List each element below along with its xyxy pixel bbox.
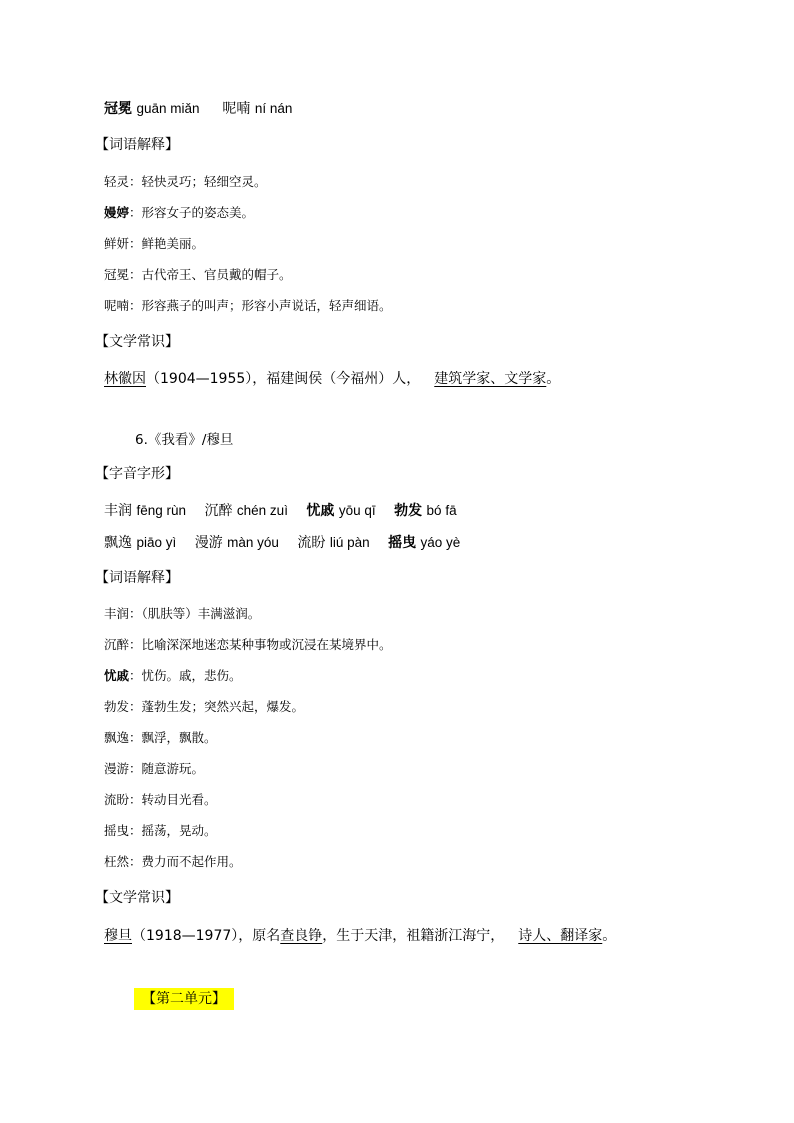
definition-text: 飘浮，飘散。 [141,730,217,745]
definition-item: 勃发：蓬勃生发；突然兴起，爆发。 [104,699,305,714]
pinyin: guān miǎn [136,101,200,116]
term: 鲜妍 [104,236,130,251]
word: 冠冕 [104,101,132,117]
pinyin: màn yóu [227,535,279,550]
author-title: 诗人、翻译家 [518,928,603,944]
term: 摇曳 [104,823,130,838]
author-name: 穆旦 [104,928,132,944]
term: 飘逸 [104,730,130,745]
definition-text: 比喻深深地迷恋某种事物或沉浸在某境界中。 [141,637,392,652]
definition-item: 枉然：费力而不起作用。 [104,854,242,869]
definition-item: 流盼：转动目光看。 [104,792,217,807]
section-heading-definitions: 【词语解释】 [95,570,179,586]
section-heading-literature: 【文学常识】 [95,890,179,906]
definition-text: 忧伤。戚，悲伤。 [141,668,242,683]
section-heading-definitions: 【词语解释】 [95,137,179,153]
section-heading-literature: 【文学常识】 [95,334,179,350]
definition-text: （肌肤等）丰满滋润。 [141,606,261,621]
definition-item: 鲜妍：鲜艳美丽。 [104,236,205,251]
definition-text: 古代帝王、官员戴的帽子。 [141,267,292,282]
definition-text: 随意游玩。 [141,761,205,776]
word: 呢喃 [222,101,251,117]
definition-item: 忧戚：忧伤。戚，悲伤。 [104,668,242,683]
definition-text: 形容燕子的叫声；形容小声说话，轻声细语。 [141,298,392,313]
term: 沉醉 [104,637,130,652]
author-name: 林徽因 [104,371,146,387]
word: 丰润 [104,503,132,519]
word: 勃发 [394,503,423,519]
word: 飘逸 [104,535,132,551]
word: 漫游 [194,535,223,551]
term: 忧戚 [104,668,130,683]
unit-label: 【第二单元】 [134,988,234,1010]
word: 忧戚 [306,503,335,519]
pronunciation-row-1 [104,98,292,118]
term: 枉然 [104,854,130,869]
term: 漫游 [104,761,130,776]
definition-item: 轻灵：轻快灵巧；轻细空灵。 [104,174,267,189]
lesson-title: 6.《我看》/穆旦 [135,432,234,448]
pinyin: ní nán [254,101,293,116]
definition-item: 沉醉：比喻深深地迷恋某种事物或沉浸在某境界中。 [104,637,392,652]
term: 流盼 [104,792,130,807]
pinyin: bó fā [426,503,457,518]
definition-item: 摇曳：摇荡，晃动。 [104,823,217,838]
pinyin: liú pàn [329,535,370,550]
definition-item: 呢喃：形容燕子的叫声；形容小声说话，轻声细语。 [104,298,392,313]
pinyin: yōu qī [338,503,376,518]
pronunciation-row-1 [104,500,457,520]
pinyin: fēng rùn [136,503,186,518]
term: 嫚婷 [104,205,130,220]
definition-item: 漫游：随意游玩。 [104,761,205,776]
pinyin: chén zuì [236,503,288,518]
definition-text: 费力而不起作用。 [141,854,242,869]
definition-text: 转动目光看。 [141,792,217,807]
definition-text: 轻快灵巧；轻细空灵。 [141,174,267,189]
word: 沉醉 [204,503,233,519]
definition-item: 嫚婷：形容女子的姿态美。 [104,205,255,220]
author-info: 穆旦（1918—1977），原名查良铮，生于天津，祖籍浙江海宁， 诗人、翻译家。 [104,928,617,944]
definition-text: 鲜艳美丽。 [141,236,205,251]
definition-item: 冠冕：古代帝王、官员戴的帽子。 [104,267,292,282]
term: 丰润 [104,606,130,621]
definition-item: 飘逸：飘浮，飘散。 [104,730,217,745]
definition-text: 形容女子的姿态美。 [141,205,255,220]
section-heading-pronunciation: 【字音字形】 [95,466,179,482]
author-real-name: 查良铮 [280,928,323,944]
word: 流盼 [297,535,326,551]
author-info: 林徽因（1904—1955），福建闽侯（今福州）人， 建筑学家、文学家。 [104,371,561,387]
pinyin: yáo yè [420,535,461,550]
definition-text: 摇荡，晃动。 [141,823,217,838]
term: 勃发 [104,699,130,714]
word: 摇曳 [388,535,417,551]
unit-heading [134,988,234,1008]
definition-text: 蓬勃生发；突然兴起，爆发。 [141,699,305,714]
term: 冠冕 [104,267,130,282]
pinyin: piāo yì [136,535,177,550]
pronunciation-row-2 [104,532,460,552]
term: 轻灵 [104,174,130,189]
term: 呢喃 [104,298,130,313]
definition-item: 丰润：（肌肤等）丰满滋润。 [104,606,261,621]
author-title: 建筑学家、文学家 [434,371,547,387]
